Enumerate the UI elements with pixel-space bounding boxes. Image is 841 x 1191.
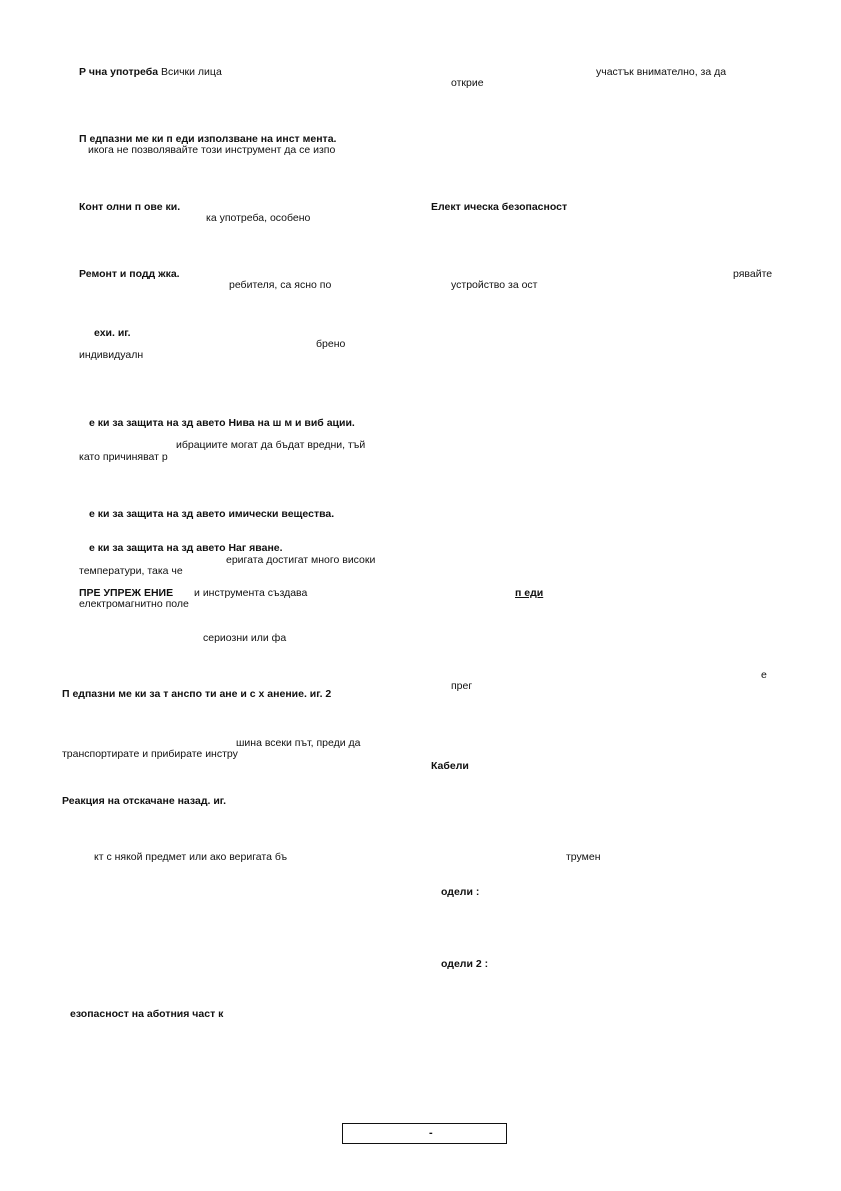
section-heading-workarea: езопасност на аботния част к bbox=[70, 1008, 224, 1020]
section-text-heating-1: еригата достигат много високи bbox=[226, 554, 376, 566]
section-text-transport-2: транспортирате и прибирате инстру bbox=[62, 748, 238, 760]
section-manual-use bbox=[79, 66, 222, 78]
page-number: - bbox=[429, 1127, 433, 1139]
section-text-noise-2: като причиняват р bbox=[79, 451, 168, 463]
section-heading-repair: Ремонт и подд жка. bbox=[79, 268, 180, 280]
section-text-protective-1: брено bbox=[316, 338, 346, 350]
section-text-heating-2: температури, така че bbox=[79, 565, 183, 577]
right-text-area-2: открие bbox=[451, 77, 484, 89]
warning-heading: ПРЕ УПРЕЖ ЕНИЕ bbox=[79, 587, 174, 599]
section-heading-protective: ехи. иг. bbox=[94, 327, 131, 339]
section-heading-checks: Конт олни п ове ки. bbox=[79, 201, 181, 213]
right-text-letter: е bbox=[761, 669, 767, 681]
right-text-area-1: участък внимателно, за да bbox=[596, 66, 727, 78]
right-text-preg: прег bbox=[451, 680, 473, 692]
section-text-warning-1: електромагнитно поле bbox=[79, 598, 189, 610]
section-heading-heating: е ки за защита на зд авето Наг яване. bbox=[89, 542, 283, 554]
section-text: Всички лица bbox=[160, 66, 222, 78]
section-text-checks: ка употреба, особено bbox=[206, 212, 311, 224]
section-text-protective-2: индивидуалн bbox=[79, 349, 144, 361]
section-text-kickback: кт с някой предмет или ако веригата бъ bbox=[94, 851, 288, 863]
section-heading-chemicals: е ки за защита на зд авето имически вещества. bbox=[89, 508, 335, 520]
section-heading-kickback: Реакция на отскачане назад. иг. bbox=[62, 795, 227, 807]
right-link-before: п еди bbox=[515, 587, 544, 599]
section-text-warning-2: сериозни или фа bbox=[203, 632, 287, 644]
section-text-before-use: икога не позволявайте този инструмент да се изпо bbox=[88, 144, 336, 156]
page-number-box bbox=[342, 1123, 507, 1144]
right-text-tool: трумен bbox=[566, 851, 601, 863]
warning-text: и инструмента създава bbox=[194, 587, 308, 599]
section-text-noise-1: ибрациите могат да бъдат вредни, тъй bbox=[176, 439, 366, 451]
right-text-repair-1: рявайте bbox=[733, 268, 773, 280]
right-text-repair-2: устройство за ост bbox=[451, 279, 538, 291]
section-heading: Р чна употреба bbox=[79, 66, 159, 78]
section-heading-transport: П едпазни ме ки за т анспо ти ане и с х анение. иг. 2 bbox=[62, 688, 332, 700]
section-heading-noise: е ки за защита на зд авето Нива на ш м и виб ации. bbox=[89, 417, 355, 429]
section-heading-models-2: одели 2 : bbox=[441, 958, 489, 970]
section-heading-cables: Кабели bbox=[431, 760, 469, 772]
section-heading-models-1: одели : bbox=[441, 886, 480, 898]
section-heading-before-use: П едпазни ме ки п еди използване на инст мента. bbox=[79, 133, 337, 145]
section-text-transport-1: шина всеки път, преди да bbox=[236, 737, 361, 749]
section-heading-electrical: Елект ическа безопасност bbox=[431, 201, 568, 213]
section-text-repair: ребителя, са ясно по bbox=[229, 279, 332, 291]
